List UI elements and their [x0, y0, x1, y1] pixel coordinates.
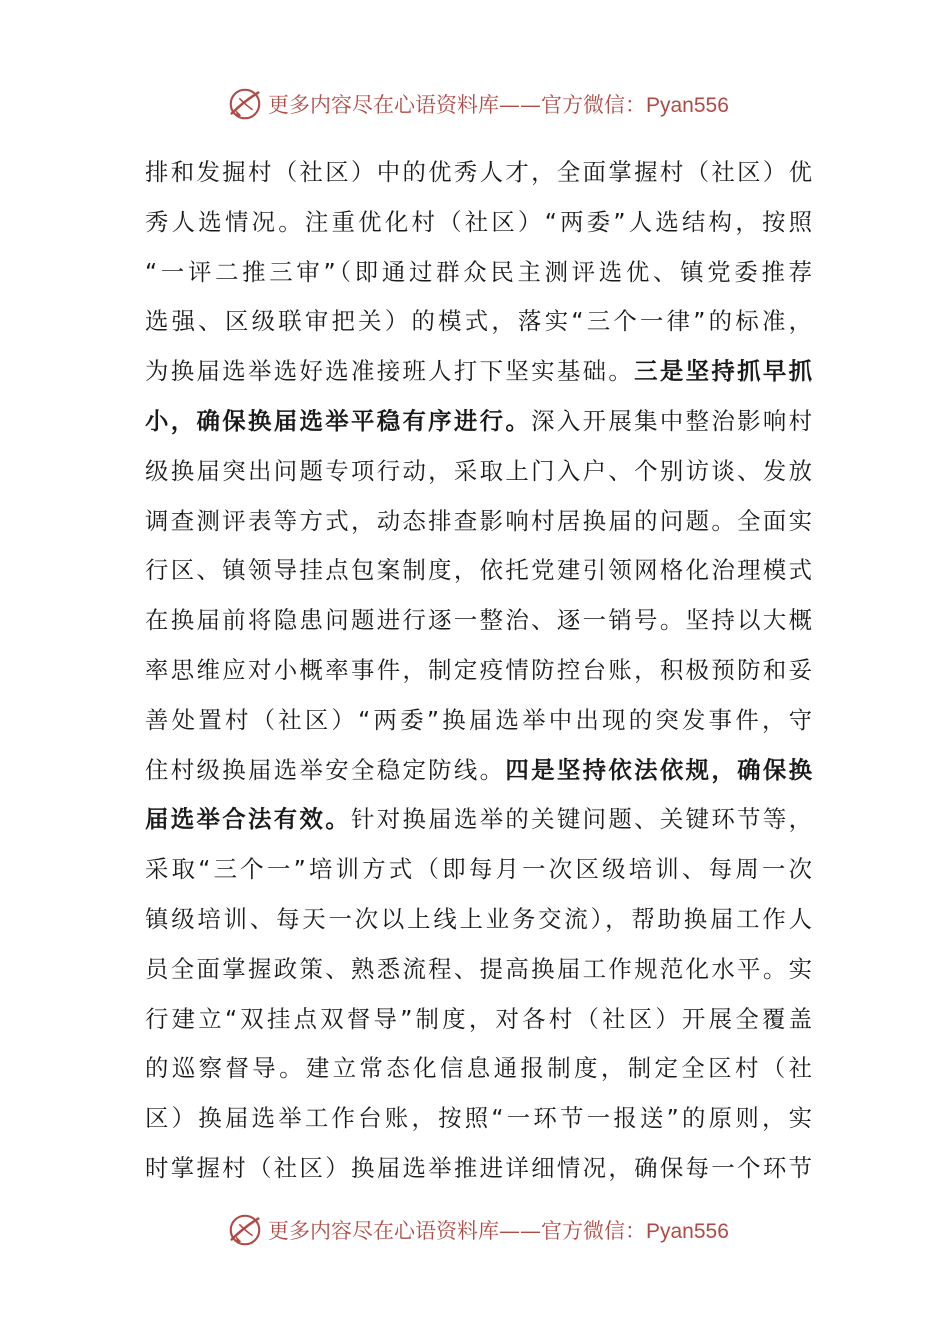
- text-segment: 深入开展集中整治影响村: [531, 406, 814, 435]
- text-segment: 秀人选情况。注重优化村（社区）“两委”人选结构，按照: [145, 207, 813, 236]
- text-line: [145, 397, 813, 447]
- text-segment: 区）换届选举工作台账，按照“一环节一报送”的原则，实: [145, 1104, 813, 1133]
- text-line: [145, 497, 813, 547]
- text-segment: 的巡察督导。建立常态化信息通报制度，制定全区村（社: [145, 1054, 813, 1083]
- text-segment: 选强、区级联审把关）的模式，落实“三个一律”的标准，: [145, 307, 813, 336]
- text-segment: 在换届前将隐患问题进行逐一整治、逐一销号。坚持以大概: [145, 606, 813, 635]
- signature-pen-logo-icon: [226, 1211, 264, 1249]
- text-segment: 善处置村（社区）“两委”换届选举中出现的突发事件，守: [145, 705, 813, 734]
- text-line: [145, 696, 813, 746]
- text-line: [145, 995, 813, 1045]
- text-segment: 采取“三个一”培训方式（即每月一次区级培训、每周一次: [145, 855, 813, 884]
- text-line: [145, 347, 813, 397]
- text-segment: 行建立“双挂点双督导”制度，对各村（社区）开展全覆盖: [145, 1004, 813, 1033]
- text-segment: 调查测评表等方式，动态排查影响村居换届的问题。全面实: [145, 506, 813, 535]
- text-segment: 时掌握村（社区）换届选举推进详细情况，确保每一个环节: [145, 1153, 813, 1182]
- text-line: [145, 546, 813, 596]
- text-line: [145, 646, 813, 696]
- text-segment: 行区、镇领导挂点包案制度，依托党建引领网格化治理模式: [145, 556, 813, 585]
- document-body: [145, 148, 813, 1194]
- banner-text: [268, 89, 729, 119]
- banner-prefix: 更多内容尽在心语资料库——官方微信：: [268, 93, 646, 117]
- text-line: [145, 1044, 813, 1094]
- text-line: [145, 795, 813, 845]
- banner-wechat-id: Pyan556: [646, 1220, 729, 1243]
- text-segment: “一评二推三审”（即通过群众民主测评选优、镇党委推荐: [145, 257, 813, 286]
- text-segment: 为换届选举选好选准接班人打下坚实基础。: [145, 357, 635, 386]
- bold-text-segment: 届选举合法有效。: [145, 805, 351, 834]
- banner-text: [268, 1215, 729, 1245]
- text-line: [145, 845, 813, 895]
- text-line: [145, 198, 813, 248]
- text-line: [145, 148, 813, 198]
- text-line: [145, 1144, 813, 1194]
- text-line: [145, 895, 813, 945]
- footer-banner: [226, 1210, 729, 1250]
- text-line: [145, 297, 813, 347]
- text-segment: 镇级培训、每天一次以上线上业务交流），帮助换届工作人: [145, 904, 813, 933]
- text-segment: 员全面掌握政策、熟悉流程、提高换届工作规范化水平。实: [145, 954, 813, 983]
- text-line: [145, 746, 813, 796]
- text-segment: 住村级换届选举安全稳定防线。: [145, 755, 506, 784]
- banner-wechat-id: Pyan556: [646, 94, 729, 117]
- header-banner: [226, 84, 729, 124]
- bold-text-segment: 小，确保换届选举平稳有序进行。: [145, 406, 532, 435]
- banner-prefix: 更多内容尽在心语资料库——官方微信：: [268, 1219, 646, 1243]
- text-line: [145, 1094, 813, 1144]
- text-line: [145, 945, 813, 995]
- text-line: [145, 447, 813, 497]
- bold-text-segment: 四是坚持依法依规，确保换: [505, 755, 813, 784]
- bold-text-segment: 三是坚持抓早抓: [634, 357, 814, 386]
- text-segment: 级换届突出问题专项行动，采取上门入户、个别访谈、发放: [145, 456, 813, 485]
- text-line: [145, 596, 813, 646]
- text-segment: 针对换届选举的关键问题、关键环节等，: [350, 805, 814, 834]
- text-segment: 率思维应对小概率事件，制定疫情防控台账，积极预防和妥: [145, 655, 813, 684]
- signature-pen-logo-icon: [226, 85, 264, 123]
- text-line: [145, 248, 813, 298]
- text-segment: 排和发掘村（社区）中的优秀人才，全面掌握村（社区）优: [145, 158, 813, 186]
